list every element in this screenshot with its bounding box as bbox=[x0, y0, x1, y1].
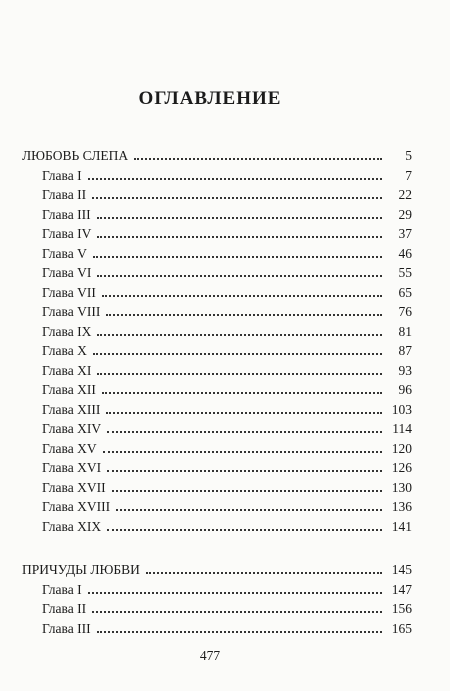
toc-part-entry[interactable] bbox=[22, 560, 412, 580]
chapter-label: Глава I bbox=[42, 167, 82, 183]
chapter-page-number: 22 bbox=[398, 187, 412, 202]
chapter-page-number: 126 bbox=[391, 460, 412, 475]
toc-chapter-entry[interactable] bbox=[22, 380, 412, 400]
chapter-page-number: 147 bbox=[391, 581, 412, 597]
dot-leader bbox=[112, 489, 382, 492]
chapter-label: Глава II bbox=[42, 601, 87, 616]
dot-leader bbox=[103, 450, 382, 453]
toc-chapter-entry[interactable] bbox=[22, 283, 412, 303]
dot-leader bbox=[88, 591, 382, 594]
chapter-page-number: 55 bbox=[398, 265, 412, 280]
part-title: ПРИЧУДЫ ЛЮБВИ bbox=[22, 562, 140, 577]
chapter-page-number: 165 bbox=[391, 620, 412, 636]
toc-chapter-entry[interactable] bbox=[22, 497, 412, 517]
chapter-page-number: 114 bbox=[392, 421, 412, 436]
toc-chapter-entry[interactable] bbox=[22, 517, 412, 537]
dot-leader bbox=[102, 391, 382, 394]
chapter-label: Глава XVI bbox=[42, 460, 102, 475]
chapter-label: Глава XIV bbox=[42, 421, 102, 436]
page-title: ОГЛАВЛЕНИЕ bbox=[138, 88, 282, 109]
toc-chapter-entry[interactable] bbox=[22, 244, 412, 264]
chapter-label: Глава IX bbox=[42, 323, 92, 339]
chapter-page-number: 103 bbox=[391, 401, 412, 417]
dot-leader bbox=[97, 235, 382, 238]
chapter-page-number: 29 bbox=[398, 206, 412, 222]
toc-chapter-entry[interactable] bbox=[22, 599, 412, 619]
chapter-label: Глава V bbox=[42, 245, 87, 261]
dot-leader bbox=[92, 610, 382, 613]
part-page-number: 145 bbox=[391, 562, 412, 577]
chapter-page-number: 46 bbox=[398, 245, 412, 261]
chapter-label: Глава III bbox=[42, 620, 91, 636]
toc-chapter-entry[interactable] bbox=[22, 302, 412, 322]
dot-leader bbox=[88, 177, 382, 180]
toc-chapter-entry[interactable] bbox=[22, 478, 412, 498]
chapter-page-number: 93 bbox=[398, 362, 412, 378]
toc-chapter-entry[interactable] bbox=[22, 458, 412, 478]
toc-chapter-entry[interactable] bbox=[22, 263, 412, 283]
dot-leader bbox=[116, 508, 382, 511]
toc-part-entry[interactable] bbox=[22, 146, 412, 166]
chapter-page-number: 37 bbox=[398, 226, 412, 241]
dot-leader bbox=[97, 630, 382, 633]
toc-chapter-entry[interactable] bbox=[22, 419, 412, 439]
chapter-label: Глава XVII bbox=[42, 479, 106, 495]
section-spacer bbox=[22, 536, 412, 560]
chapter-label: Глава X bbox=[42, 343, 87, 358]
chapter-page-number: 156 bbox=[391, 601, 412, 616]
chapter-label: Глава XIII bbox=[42, 401, 101, 417]
chapter-label: Глава VII bbox=[42, 284, 96, 300]
toc-chapter-entry[interactable] bbox=[22, 361, 412, 381]
toc-chapter-entry[interactable] bbox=[22, 400, 412, 420]
dot-leader bbox=[92, 196, 382, 199]
dot-leader bbox=[97, 274, 382, 277]
chapter-label: Глава III bbox=[42, 206, 91, 222]
dot-leader bbox=[134, 157, 382, 160]
dot-leader bbox=[107, 528, 382, 531]
toc-chapter-entry[interactable] bbox=[22, 341, 412, 361]
toc-chapter-entry[interactable] bbox=[22, 166, 412, 186]
chapter-label: Глава II bbox=[42, 187, 87, 202]
chapter-label: Глава XII bbox=[42, 382, 96, 397]
chapter-page-number: 130 bbox=[391, 479, 412, 495]
chapter-page-number: 65 bbox=[398, 284, 412, 300]
dot-leader bbox=[146, 571, 382, 574]
toc-chapter-entry[interactable] bbox=[22, 205, 412, 225]
dot-leader bbox=[107, 469, 382, 472]
toc-chapter-entry[interactable] bbox=[22, 185, 412, 205]
dot-leader bbox=[102, 294, 382, 297]
chapter-page-number: 81 bbox=[398, 323, 412, 339]
chapter-page-number: 141 bbox=[391, 518, 412, 534]
dot-leader bbox=[107, 430, 382, 433]
chapter-label: Глава VIII bbox=[42, 304, 101, 319]
chapter-label: Глава VI bbox=[42, 265, 92, 280]
chapter-page-number: 136 bbox=[391, 499, 412, 514]
dot-leader bbox=[93, 255, 382, 258]
chapter-label: Глава XV bbox=[42, 440, 97, 456]
table-of-contents bbox=[22, 146, 412, 638]
toc-chapter-entry[interactable] bbox=[22, 580, 412, 600]
chapter-page-number: 7 bbox=[405, 167, 412, 183]
dot-leader bbox=[97, 333, 382, 336]
dot-leader bbox=[97, 216, 382, 219]
chapter-page-number: 87 bbox=[398, 343, 412, 358]
toc-chapter-entry[interactable] bbox=[22, 619, 412, 639]
part-page-number: 5 bbox=[405, 148, 412, 163]
toc-chapter-entry[interactable] bbox=[22, 224, 412, 244]
dot-leader bbox=[106, 313, 382, 316]
toc-chapter-entry[interactable] bbox=[22, 322, 412, 342]
chapter-label: Глава IV bbox=[42, 226, 92, 241]
chapter-label: Глава XI bbox=[42, 362, 92, 378]
chapter-page-number: 76 bbox=[398, 304, 412, 319]
dot-leader bbox=[97, 372, 382, 375]
part-title: ЛЮБОВЬ СЛЕПА bbox=[22, 148, 129, 163]
chapter-label: Глава XIX bbox=[42, 518, 102, 534]
chapter-label: Глава XVIII bbox=[42, 499, 111, 514]
toc-chapter-entry[interactable] bbox=[22, 439, 412, 459]
chapter-page-number: 96 bbox=[398, 382, 412, 397]
page-number: 477 bbox=[199, 648, 221, 663]
chapter-page-number: 120 bbox=[391, 440, 412, 456]
dot-leader bbox=[106, 411, 382, 414]
chapter-label: Глава I bbox=[42, 581, 82, 597]
dot-leader bbox=[93, 352, 382, 355]
